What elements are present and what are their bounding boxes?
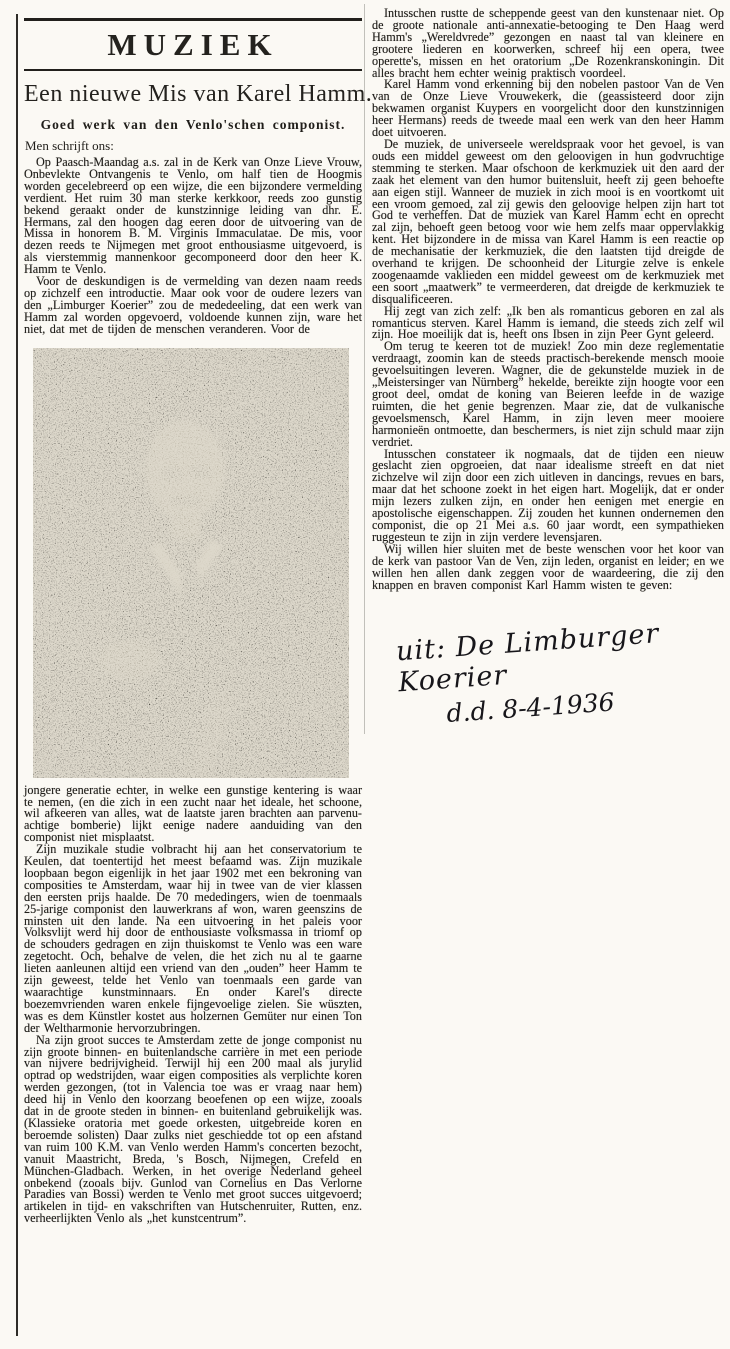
article-paragraph: Hij zegt van zich zelf: „Ik ben als romanticus geboren en zal als romanticus sterven. Karel Hamm is iemand, die steeds zich zelf wil zijn. Hoe moeilijk dat is, heeft ons Ibsen in zijn Peer Gynt geleerd. <box>372 303 724 342</box>
section-title: MUZIEK <box>107 27 279 62</box>
handwritten-annotation <box>395 614 727 732</box>
annotation-source-line: uit: De Limburger Koerier <box>395 618 661 699</box>
article-paragraph: Karel Hamm vond erkenning bij den nobelen pastoor Van de Ven van de Onze Lieve Vrouwekerk, die (geassisteerd door zijn bekwamen organist Kuypers en voorgelicht door den kunstzinnigen heer Hermans) reeds de tweede maal een werk van den heer Hamm doet uitvoeren. <box>372 77 724 140</box>
hand-shape <box>98 640 160 680</box>
article-subhead: Goed werk van den Venlo'schen componist. <box>40 117 346 132</box>
body-paragraphs <box>24 844 362 1225</box>
article-paragraph: Intusschen rustte de scheppende geest van den kunstenaar niet. Op de groote nationale anti-annexatie-betooging te Den Haag werd Hamm's „Wereldvrede” gezongen en naast tal van kleinere en grootere liederen en koorwerken, schreef hij een opera, twee operette's, missen en het oratorium „De Rozenkranskoningin. Dit alles bracht hem echter weinig praktisch voordeel. <box>372 6 724 80</box>
article-paragraph: Zijn muzikale studie volbracht hij aan het conservatorium te Keulen, dat toentertijd het meest befaamd was. Zijn muzikale loopbaan begon eigenlijk in het jaar 1902 met een bekroning van composities te Amsterdam, waar hij in twee van de vier klassen den eersten prijs haalde. De 70 mededingers, wien de toenmaals 25-jarige componist den lauwerkrans af won, waren geenszins de minsten uit den lande. Na een uitvoering in het paleis voor Volksvlijt werd hij door de enthousiaste volksmassa in triomf op de schouders gedragen en zijn thuiskomst te Venlo was een ware zegetocht. Och, behalve de velen, die het zich nu al te gaarne lieten aanleunen altijd een vriend van den „ouden” heer Hamm te zijn geweest, telde het Venlo van toenmaals een garde van waarachtige kunstminnaars. En onder Karel's directe boezemvrienden waren enkele fijngevoelige zielen. Sie wüszten, was es dem Künstler kostet aus holzernen Gemüter nur einen Ton der Weltharmonie hervorzubringen. <box>24 842 362 1035</box>
intro-paragraphs <box>24 157 362 336</box>
left-border-rule <box>16 14 18 1336</box>
article-paragraph: Voor de deskundigen is de vermelding van dezen naam reeds op zichzelf een introductie. Maar ook voor de oudere lezers van den „Limburger Koerier” zou de mededeeling, dat een werk van Hamm zal worden opgevoerd, voldoende kunnen zijn, ware het niet, dat met de tijden de menschen veranderen. Voor de <box>24 274 362 336</box>
top-rule <box>24 18 362 21</box>
article-paragraph: De muziek, de universeele wereldspraak voor het gevoel, is van ouds een middel geweest om den geloovigen in hun godvruchtige stemming te sterken. Maar ofschoon de kerkmuziek uit den aard der zaak het element van den humor buitensluit, heeft zij geen behoefte aan eigen stijl. Wanneer de muziek in zich mooi is en voortkomt uit een vroom gemoed, zal zij gewis den geloovige helpen zijn hart tot God te verheffen. Dat de muziek van Karel Hamm echt en oprecht zal zijn, behoeft geen betoog voor wie hem zelfs maar oppervlakkig kent. Het bijzondere in de missa van Karel Hamm is een reactie op de mechanisatie der kerkmuziek, die den laatsten tijd dreigde de overhand te krijgen. De schoonheid der Liturgie zelve is enkele zoogenaamde vaklieden een middel geweest om de kerkmuziek met een soort „maatwerk” te vermeerderen, dat dreigde de kerkmuziek te disqualificeeren. <box>372 136 724 306</box>
article-headline: Een nieuwe Mis van Karel Hamm. <box>24 81 373 107</box>
right-paragraphs <box>372 8 724 591</box>
annotation-date-line: d.d. 8-4-1936 <box>445 687 616 729</box>
portrait-photo <box>33 348 349 778</box>
article-paragraph: Om terug te keeren tot de muziek! Zoo min deze reglementatie verdraagt, zoomin kan de steeds practisch-berekende mensch mooie gevoelsuitingen leveren. Wagner, die de gekunstelde muziek in de „Meistersinger van Nürnberg” hekelde, bereikte zijn hoogte voor een groot deel, omdat de koning van Beieren leefde in de wazige ruimten, die het genie begrenzen. Maar zie, dat de vulkanische gevoelsmensch, Karel Hamm, in zijn leven meer mooiere harmonieën ontmoette, dan beschermers, is niet zijn schuld maar zijn verdriet. <box>372 339 724 449</box>
continuation-paragraph: jongere generatie echter, in welke een gunstige kentering is waar te nemen, (en die zich in een zucht naar het ideale, het schoone, wil afkeeren van alles, wat de laatste jaren brachten aan parvenu-achtige bomberie) lijkt eenige nadere aanduiding van den componist niet misplaatst. <box>24 782 362 845</box>
left-column <box>24 12 373 1226</box>
article-paragraph: Intusschen constateer ik nogmaals, dat de tijden een nieuw geslacht zien opgroeien, dat naar idealisme streeft en dat niet zichzelve wil zijn door een zich uitleven in dancings, revues en bars, maar dat het schoone zoekt in het eigen hart. Mogelijk, dat er onder mijn lezers zulken zijn, en onder hen eenigen met energie en apostolische eigenschappen. Zij zouden het kunnen ondernemen den componist, die op 21 Mei a.s. 60 jaar wordt, een sympathieken ruggesteun te zijn in zijn verdere levensjaren. <box>372 446 724 544</box>
right-column <box>372 6 724 729</box>
byline: Men schrijft ons: <box>25 138 114 153</box>
article-paragraph: Op Paasch-Maandag a.s. zal in de Kerk van Onze Lieve Vrouw, Onbevlekte Ontvangenis te Venlo, om half tien de Hoogmis worden gecelebreerd op een wijze, die een bijzondere vermelding verdient. Het ruim 30 man sterke kerkkoor, reeds zoo gunstig bekend geraakt onder de kunstzinnige leiding van dhr. E. Hermans, zal den hoogen dag eeren door de uitvoering van de Missa in honorem B. M. Virginis Immaculatae. De mis, voor dezen reeds te Nijmegen met groot enthousiasme uitgevoerd, is als vierstemmig mannenkoor gecomponeerd door den heer K. Hamm te Venlo. <box>24 155 362 277</box>
article-paragraph: Na zijn groot succes te Amsterdam zette de jonge componist nu zijn groote binnen- en buitenlandsche carrière in met een periode van nijvere bedrijvigheid. Terwijl hij een 200 maal als jurylid optrad op wedstrijden, waar eigen composities als verplichte koren werden gezongen, (tot in Valencia toe was er vraag naar hem) deed hij in Venlo den koorzang beoefenen op een wijze, zooals dat in de groote steden in binnen- en buitenland gebruikelijk was. (Klassieke oratoria met goede orkesten, uitgebreide koren en beroemde solisten) Daar zulks niet geschiedde tot op een afstand van ruim 100 K.M. van Venlo werden Hamm's concerten bezocht, vanuit Maastricht, Breda, 's Bosch, Nijmegen, Crefeld en München-Gladbach. Werken, in het overige Nederland geheel onbekend (zooals bijv. Gunlod van Cornelius en Das Verlorne Paradies van Bossi) werden te Venlo met groot succes uitgevoerd; artikelen in tijd- en vakschriften van Hutschenruiter, Rutten, enz. verheerlijkten Venlo als „het kunstcentrum”. <box>24 1032 362 1226</box>
section-rule <box>24 69 362 71</box>
article-paragraph: Wij willen hier sluiten met de beste wenschen voor het koor van de kerk van pastoor Van de Ven, zijn leden, organist en leider; en we willen hen allen dank zeggen voor de waardeering, die zij den knappen en braven componist Karl Hamm wisten te geven: <box>372 541 724 592</box>
column-divider-rule <box>364 4 365 734</box>
